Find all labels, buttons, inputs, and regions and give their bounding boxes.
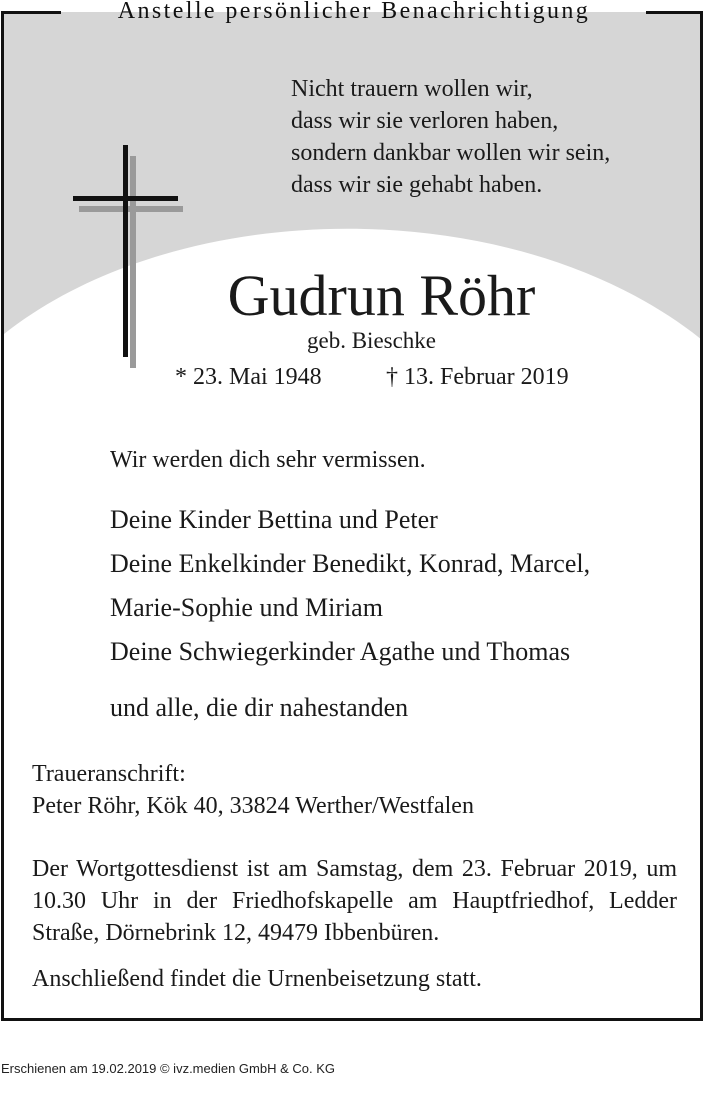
- publication-footer: Erschienen am 19.02.2019 © ivz.medien GmbH & Co. KG: [1, 1061, 336, 1076]
- family-line: Deine Kinder Bettina und Peter: [110, 505, 438, 534]
- service-announcement: Der Wortgottesdienst ist am Samstag, dem 23. Februar 2019, um 10.30 Uhr in der Friedhofskapelle am Hauptfriedhof, Ledder Straße, Dörnebrink 12, 49479 Ibbenbüren.: [32, 856, 677, 946]
- family-line: Deine Enkelkinder Benedikt, Konrad, Marcel,: [110, 549, 591, 578]
- cross-icon: [68, 130, 198, 370]
- header-title: Anstelle persönlicher Benachrichtigung: [117, 0, 591, 24]
- birth-name: geb. Bieschke: [307, 328, 437, 353]
- deceased-name: Gudrun Röhr: [227, 263, 536, 328]
- poem-line: Nicht trauern wollen wir,: [291, 76, 533, 102]
- address: Peter Röhr, Kök 40, 33824 Werther/Westfalen: [32, 793, 474, 819]
- header-rule-left: [1, 11, 61, 14]
- death-date: † 13. Februar 2019: [386, 364, 569, 390]
- birth-date: * 23. Mai 1948: [175, 364, 322, 390]
- deceased-name-row: [0, 262, 709, 329]
- address-label: Traueranschrift:: [32, 761, 186, 787]
- farewell-text: Wir werden dich sehr vermissen.: [110, 447, 426, 473]
- header-rule-right: [646, 11, 703, 14]
- others-line: und alle, die dir nahestanden: [110, 693, 409, 722]
- poem-line: dass wir sie gehabt haben.: [291, 172, 543, 198]
- family-line: Deine Schwiegerkinder Agathe und Thomas: [110, 637, 571, 666]
- family-line: Marie-Sophie und Miriam: [110, 593, 383, 622]
- burial-announcement: Anschließend findet die Urnenbeisetzung statt.: [32, 966, 482, 992]
- poem-line: sondern dankbar wollen wir sein,: [291, 140, 611, 166]
- poem-line: dass wir sie verloren haben,: [291, 108, 559, 134]
- poem: [291, 73, 610, 201]
